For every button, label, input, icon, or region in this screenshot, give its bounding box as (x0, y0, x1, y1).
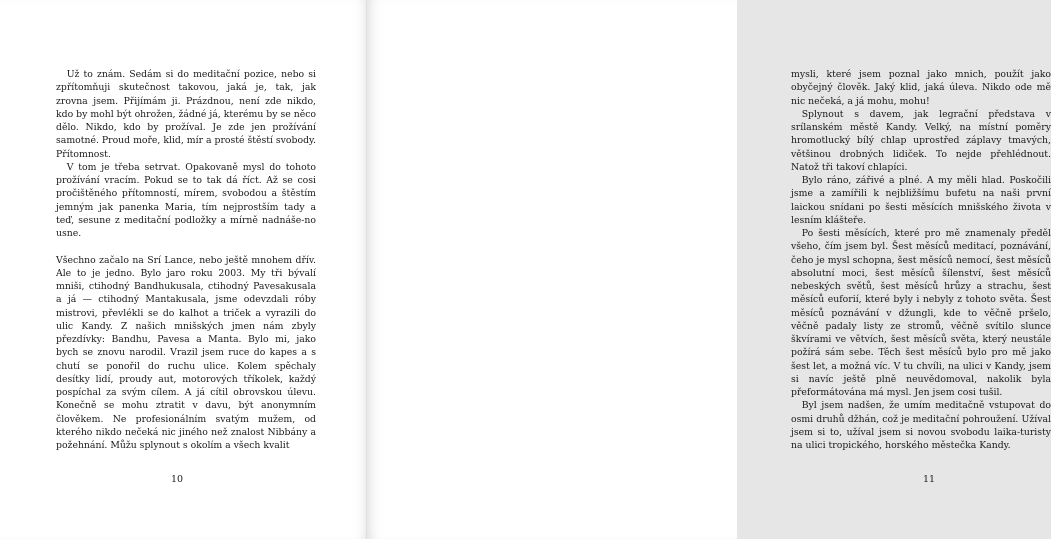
section-break (56, 240, 316, 253)
left-page-text (56, 68, 316, 452)
paragraph: mysli, které jsem poznal jako mnich, použít jako obyčejný člověk. Jaký klid, jaká úleva. Nikdo ode mě nic nečeká, a já mohu, mohu! (791, 69, 1051, 107)
paragraph: Bylo ráno, zářivé a plné. A my měli hlad. Poskočili jsme a zamířili k nejbližšímu bufetu na naši první laickou snídani po šesti měsících mnišského života v lesním klášteře. (791, 175, 1051, 226)
page-number: 11 (922, 474, 936, 485)
paragraph: Už to znám. Sedám si do meditační pozice, nebo si zpřítomňuji skutečnost takovou, jaká je, tak, jak zrovna jsem. Přijímám ji. Prázdnou, není zde nikdo, kdo by mohl být ohrožen, žádné já, kterému by se něco dělo. Nikdo, kdo by prožíval. Je zde jen prožívání samotné. Proud moře, klid, mír a prosté štěstí svobody. Přítomnost. (56, 69, 316, 160)
left-page (0, 0, 368, 539)
paragraph: V tom je třeba setrvat. Opakovaně mysl do tohoto prožívání vracím. Pokud se to tak dá říct. Až se cosi pročištěného přítomností, mírem, svobodou a štěstím jemným jak panenka Maria, tím nejprostším tady a teď, sesune z meditační podložky a mírně nadnáše-no usne. (56, 161, 316, 239)
paragraph: Splynout s davem, jak legrační představa v srílanském městě Kandy. Velký, na místní poměry hromotlucký bílý chlap uprostřed záplavy tmavých, většinou drobných lidiček. To nejde přehlédnout. Natož tři takoví chlapíci. (791, 108, 1051, 173)
paragraph: Všechno začalo na Srí Lance, nebo ještě mnohem dřív. Ale to je jedno. Bylo jaro roku 2003. My tři bývalí mniši, ctihodný Bandhukusala, ctihodný Pavesakusala a já — ctihodný Mantakusala, jsme odevzdali róby mistrovi, převlékli se do kalhot a triček a vyrazili do ulic Kandy. Z našich mnišských jmen nám zbyly přezdívky: Bandhu, Pavesa a Manta. Bylo mi, jako bych se znovu narodil. Vrazil jsem ruce do kapes a s chutí se ponořil do ruchu ulice. Kolem spěchaly desítky lidí, proudy aut, motorových tříkolek, každý pospíchal za svým cílem. A já cítil obrovskou úlevu. Konečně se mohu ztratit v davu, být anonymním člověkem. Ne profesionálním svatým mužem, od kterého nikdo nečeká nic jiného než znalost Nibbány a požehnání. Můžu splynout s okolím a všech kvalit (56, 254, 316, 451)
paragraph: Byl jsem nadšen, že umím meditačně vstupovat do osmi druhů džhán, což je meditační pohroužení. Užíval jsem si to, užíval jsem si novou svobodu laika-turisty na ulici tropického, horského městečka Kandy. (791, 400, 1051, 451)
right-page-text (791, 68, 1051, 452)
paragraph: Po šesti měsících, které pro mě znamenaly předěl všeho, čím jsem byl. Šest měsíců meditací, poznávání, čeho je mysl schopna, šest měsíců nemocí, šest měsíců absolutní moci, šest měsíců šílenství, šest měsíců nebeských světů, šest měsíců hrůzy a strachu, šest měsíců euforií, které byly i nebyly z tohoto světa. Šest měsíců poznávání v džungli, kde to věčně pršelo, věčně padaly listy ze stromů, věčně svítilo slunce škvírami ve větvích, šest měsíců světa, který neustále požírá sám sebe. Těch šest měsíců bylo pro mě jako šest let, a možná víc. V tu chvíli, na ulici v Kandy, jsem si navíc ještě plně neuvědomoval, nakolik byla přeformátována má mysl. Jen jsem cosi tušil. (791, 228, 1051, 398)
page-number: 10 (170, 474, 184, 485)
right-page (368, 0, 1051, 539)
